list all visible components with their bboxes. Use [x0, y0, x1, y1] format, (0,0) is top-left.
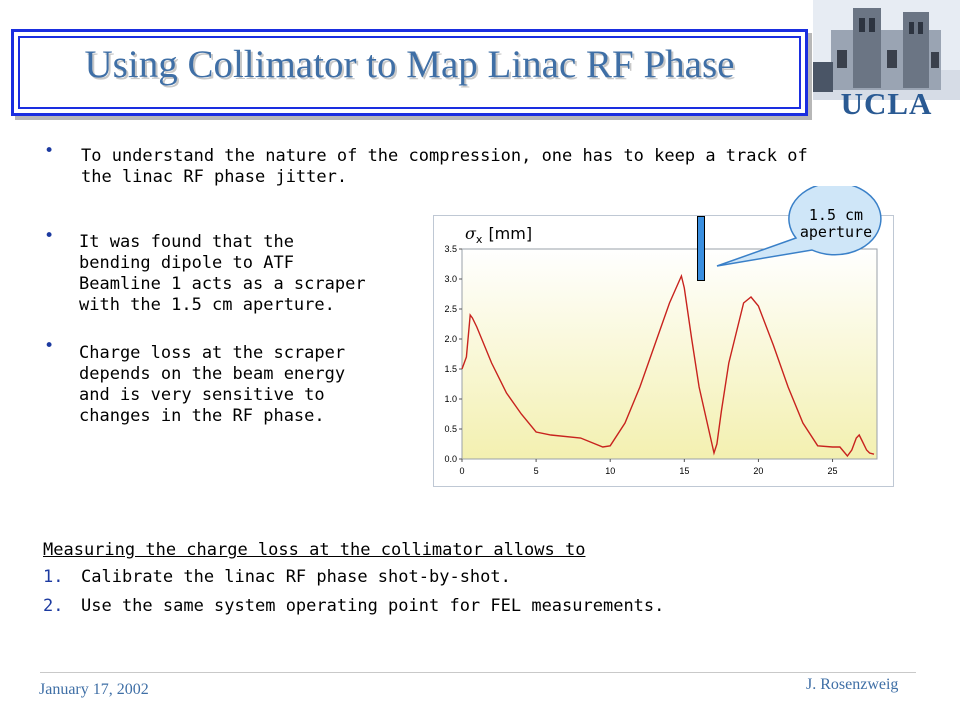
- bullet-3-line-4: changes in the RF phase.: [79, 406, 325, 426]
- list-text: Use the same system operating point for FEL measurements.: [81, 596, 665, 616]
- y-tick-label: 3.5: [444, 244, 457, 254]
- list-item: [43, 596, 664, 616]
- list-number: 2.: [43, 596, 64, 616]
- x-tick-label: 0: [459, 466, 465, 476]
- callout-line-1: 1.5 cm: [808, 206, 864, 224]
- footer-divider: [40, 672, 916, 673]
- bullet-2-line-2: bending dipole to ATF: [79, 253, 294, 273]
- x-tick-label: 15: [679, 466, 690, 476]
- plot-area: [462, 249, 877, 459]
- ucla-logo-text: UCLA: [840, 86, 933, 121]
- chart-ylabel: $\sigma_x$ [mm]: [465, 224, 533, 246]
- x-tick-label: 10: [605, 466, 616, 476]
- x-tick-label: 25: [827, 466, 838, 476]
- y-tick-label: 0.5: [444, 424, 457, 434]
- y-tick-label: 1.0: [444, 394, 457, 404]
- slide-title: Using Collimator to Map Linac RF Phase: [84, 43, 735, 86]
- bullet-icon: •: [44, 336, 55, 356]
- bullet-icon: •: [44, 226, 55, 246]
- list-item: [43, 567, 511, 587]
- callout-label: [791, 207, 881, 241]
- list-text: Calibrate the linac RF phase shot-by-shot.: [81, 567, 511, 587]
- bullet-3-line-1: Charge loss at the scraper: [79, 343, 346, 363]
- bullet-1-line-1: To understand the nature of the compression, one has to keep a track of: [81, 146, 808, 166]
- ucla-logo: [813, 0, 960, 122]
- callout-line-2: aperture: [799, 223, 873, 241]
- bullet-3-line-3: and is very sensitive to: [79, 385, 325, 405]
- y-tick-label: 2.5: [444, 304, 457, 314]
- bullet-2-line-1: It was found that the: [79, 232, 294, 252]
- bullet-icon: •: [44, 141, 55, 161]
- y-tick-label: 3.0: [444, 274, 457, 284]
- footer-author: J. Rosenzweig: [806, 676, 899, 693]
- y-tick-label: 1.5: [444, 364, 457, 374]
- bullet-3-line-2: depends on the beam energy: [79, 364, 346, 384]
- y-tick-label: 2.0: [444, 334, 457, 344]
- x-tick-label: 20: [753, 466, 764, 476]
- bullet-2-line-3: Beamline 1 acts as a scraper: [79, 274, 366, 294]
- list-number: 1.: [43, 567, 64, 587]
- footer-date: January 17, 2002: [39, 681, 149, 698]
- aperture-indicator: [697, 216, 705, 281]
- title-frame: [11, 29, 808, 116]
- y-tick-label: 0.0: [444, 454, 457, 464]
- bullet-2-line-4: with the 1.5 cm aperture.: [79, 295, 335, 315]
- ucla-building-image: [813, 0, 960, 100]
- measure-heading: Measuring the charge loss at the collimator allows to: [43, 540, 586, 560]
- x-tick-label: 5: [533, 466, 539, 476]
- bullet-1-line-2: the linac RF phase jitter.: [81, 167, 348, 187]
